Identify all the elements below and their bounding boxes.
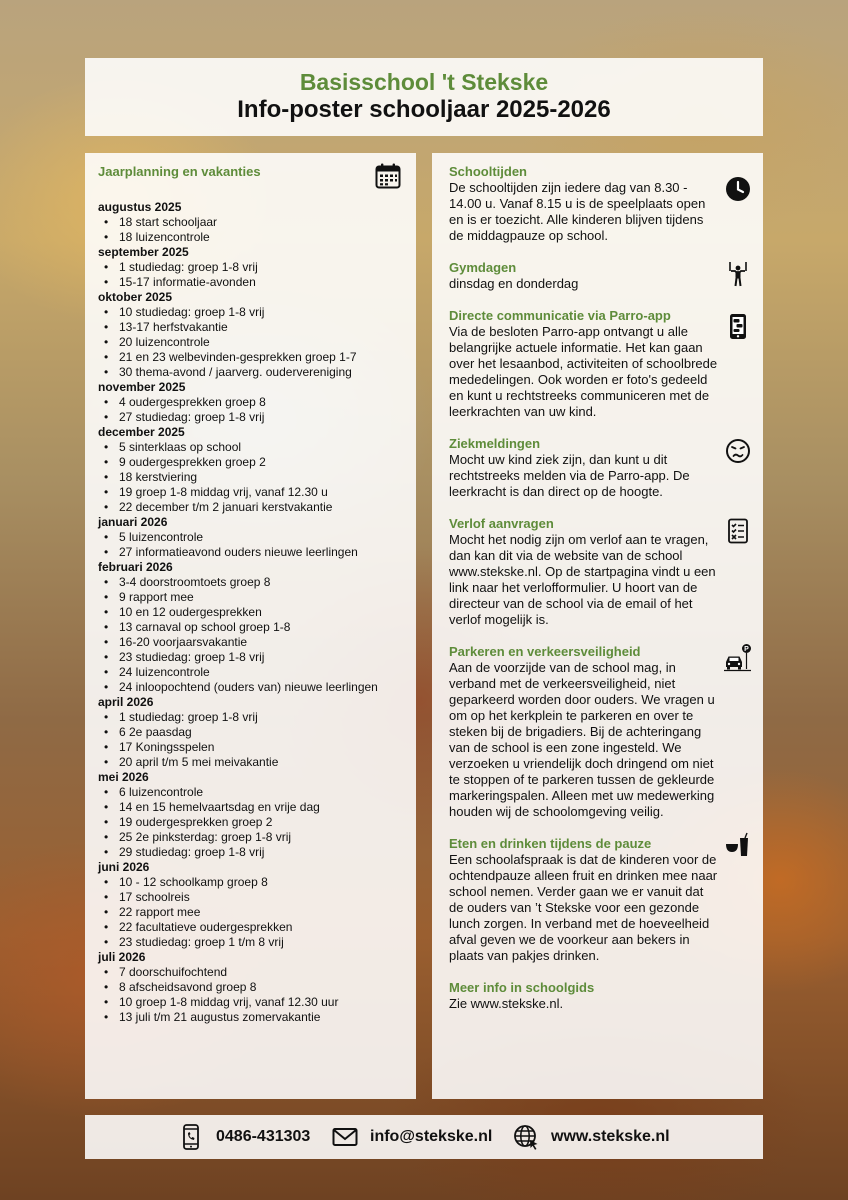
phone-number: 0486-431303 bbox=[216, 1128, 311, 1145]
section-parkeren bbox=[449, 644, 751, 820]
event-item: • 25 2e pinksterdag: groep 1-8 vrij bbox=[104, 830, 404, 845]
section-ziek bbox=[449, 436, 751, 500]
section-text: De schooltijden zijn iedere dag van 8.30 - 14.00 u. Vanaf 8.15 u is de speelplaats open en is er toezicht. Alle kinderen blijven tijdens de middagpauze op school. bbox=[449, 180, 706, 243]
event-item: • 18 kerstviering bbox=[104, 470, 404, 485]
event-item: • 1 studiedag: groep 1-8 vrij bbox=[104, 260, 404, 275]
event-item: • 10 - 12 schoolkamp groep 8 bbox=[104, 875, 404, 890]
section-title: Gymdagen bbox=[449, 260, 517, 275]
month-events bbox=[98, 785, 404, 860]
phone-icon bbox=[178, 1124, 204, 1150]
poster-title: Info-poster schooljaar 2025-2026 bbox=[237, 96, 611, 123]
event-item: • 27 informatieavond ouders nieuwe leerlingen bbox=[104, 545, 404, 560]
event-item: • 21 en 23 welbevinden-gesprekken groep 1-7 bbox=[104, 350, 404, 365]
calendar-icon bbox=[374, 162, 402, 190]
school-name: Basisschool 't Stekske bbox=[299, 69, 549, 95]
month-events bbox=[98, 875, 404, 950]
event-item: • 10 studiedag: groep 1-8 vrij bbox=[104, 305, 404, 320]
section-text: Mocht het nodig zijn om verlof aan te vragen, dan kan dit via de website van de school www.stekske.nl. Op de startpagina vindt u een link naar het verlofformulier. U hoort van de directeur van de school via de email of het verlof mogelijk is. bbox=[449, 532, 716, 627]
month-heading: juli 2026 bbox=[98, 950, 146, 964]
event-item: • 22 facultatieve oudergesprekken bbox=[104, 920, 404, 935]
event-item: • 30 thema-avond / jaarverg. oudervereniging bbox=[104, 365, 404, 380]
event-item: • 20 april t/m 5 mei meivakantie bbox=[104, 755, 404, 770]
event-item: • 17 schoolreis bbox=[104, 890, 404, 905]
event-item: • 17 Koningsspelen bbox=[104, 740, 404, 755]
month-events bbox=[98, 260, 404, 290]
sick-face-icon bbox=[725, 438, 751, 464]
section-verlof bbox=[449, 516, 751, 628]
section-text: Via de besloten Parro-app ontvangt u alle belangrijke actuele informatie. Het kan gaan over het lesaanbod, activiteiten of schoolbrede mededelingen. Ook worden er foto's gedeeld en kunt u rechtstreeks communiceren met de leerkrachten van uw kind. bbox=[449, 324, 718, 419]
event-item: • 6 2e paasdag bbox=[104, 725, 404, 740]
event-item: • 14 en 15 hemelvaartsdag en vrije dag bbox=[104, 800, 404, 815]
gymnast-icon bbox=[725, 261, 751, 287]
month-heading: april 2026 bbox=[98, 695, 154, 709]
event-item: • 13 carnaval op school groep 1-8 bbox=[104, 620, 404, 635]
month-events bbox=[98, 965, 404, 1025]
event-item: • 13-17 herfstvakantie bbox=[104, 320, 404, 335]
month-heading: december 2025 bbox=[98, 425, 185, 439]
section-title: Ziekmeldingen bbox=[449, 436, 541, 451]
section-title: Verlof aanvragen bbox=[449, 516, 554, 531]
contact-footer bbox=[85, 1115, 763, 1159]
email-contact[interactable] bbox=[332, 1115, 492, 1159]
month-events bbox=[98, 440, 404, 515]
event-item: • 29 studiedag: groep 1-8 vrij bbox=[104, 845, 404, 860]
section-text: Zie www.stekske.nl. bbox=[449, 996, 564, 1011]
event-item: • 19 oudergesprekken groep 2 bbox=[104, 815, 404, 830]
section-title: Directe communicatie via Parro-app bbox=[449, 308, 671, 323]
month-heading: augustus 2025 bbox=[98, 200, 182, 214]
event-item: • 20 luizencontrole bbox=[104, 335, 404, 350]
section-text: Aan de voorzijde van de school mag, in verband met de verkeersveiligheid, niet geparkeerd worden door ouders. We vragen u om op het kerkplein te parkeren en over te steken bij de brigadiers. Bij de achteringang van de school is een zone ingesteld. We verzoeken u vriendelijk doch dringend om niet te stoppen of te parkeren tussen de gekleurde markeringspalen. Alleen met uw medewerking houden wij de schoolomgeving veilig. bbox=[449, 660, 715, 819]
event-item: • 10 groep 1-8 middag vrij, vanaf 12.30 uur bbox=[104, 995, 404, 1010]
event-item: • 10 en 12 oudergesprekken bbox=[104, 605, 404, 620]
phone-contact[interactable] bbox=[178, 1115, 310, 1159]
event-item: • 15-17 informatie-avonden bbox=[104, 275, 404, 290]
event-item: • 5 luizencontrole bbox=[104, 530, 404, 545]
globe-icon bbox=[513, 1124, 539, 1150]
month-heading: juni 2026 bbox=[98, 860, 150, 874]
event-item: • 19 groep 1-8 middag vrij, vanaf 12.30 u bbox=[104, 485, 404, 500]
section-title: Schooltijden bbox=[449, 164, 527, 179]
month-events bbox=[98, 575, 404, 695]
poster-header bbox=[85, 58, 763, 136]
section-schooltijden bbox=[449, 164, 751, 244]
event-item: • 9 rapport mee bbox=[104, 590, 404, 605]
phone-chat-icon bbox=[725, 313, 751, 339]
svg-text:P: P bbox=[744, 646, 749, 654]
month-list bbox=[98, 200, 404, 1025]
event-item: • 1 studiedag: groep 1-8 vrij bbox=[104, 710, 404, 725]
form-icon bbox=[725, 518, 751, 544]
website-url: www.stekske.nl bbox=[551, 1128, 670, 1145]
month-heading: mei 2026 bbox=[98, 770, 149, 784]
planning-panel bbox=[85, 153, 416, 1099]
section-title: Parkeren en verkeersveiligheid bbox=[449, 644, 641, 659]
section-title: Eten en drinken tijdens de pauze bbox=[449, 836, 652, 851]
section-meer-info bbox=[449, 980, 751, 1012]
event-item: • 7 doorschuifochtend bbox=[104, 965, 404, 980]
event-item: • 22 rapport mee bbox=[104, 905, 404, 920]
food-drink-icon bbox=[725, 832, 751, 858]
month-events bbox=[98, 305, 404, 380]
mail-icon bbox=[332, 1124, 358, 1150]
event-item: • 23 studiedag: groep 1-8 vrij bbox=[104, 650, 404, 665]
website-contact[interactable] bbox=[513, 1115, 670, 1159]
email-address: info@stekske.nl bbox=[370, 1128, 493, 1145]
section-text: Mocht uw kind ziek zijn, dan kunt u dit rechtstreeks melden via de Parro-app. De leerkracht is dan direct op de hoogte. bbox=[449, 452, 690, 499]
planning-title: Jaarplanning en vakanties bbox=[98, 164, 261, 179]
month-events bbox=[98, 215, 404, 245]
event-item: • 5 sinterklaas op school bbox=[104, 440, 404, 455]
event-item: • 23 studiedag: groep 1 t/m 8 vrij bbox=[104, 935, 404, 950]
month-heading: november 2025 bbox=[98, 380, 186, 394]
section-title: Meer info in schoolgids bbox=[449, 980, 595, 995]
event-item: • 9 oudergesprekken groep 2 bbox=[104, 455, 404, 470]
event-item: • 24 luizencontrole bbox=[104, 665, 404, 680]
month-events bbox=[98, 395, 404, 425]
event-item: • 18 luizencontrole bbox=[104, 230, 404, 245]
car-parking-icon bbox=[723, 643, 753, 673]
section-eten bbox=[449, 836, 751, 964]
event-item: • 27 studiedag: groep 1-8 vrij bbox=[104, 410, 404, 425]
month-events bbox=[98, 710, 404, 770]
event-item: • 24 inloopochtend (ouders van) nieuwe leerlingen bbox=[104, 680, 404, 695]
event-item: • 3-4 doorstroomtoets groep 8 bbox=[104, 575, 404, 590]
info-panel bbox=[432, 153, 763, 1099]
event-item: • 18 start schooljaar bbox=[104, 215, 404, 230]
event-item: • 16-20 voorjaarsvakantie bbox=[104, 635, 404, 650]
section-text: dinsdag en donderdag bbox=[449, 276, 579, 291]
event-item: • 6 luizencontrole bbox=[104, 785, 404, 800]
clock-icon bbox=[725, 176, 751, 202]
event-item: • 4 oudergesprekken groep 8 bbox=[104, 395, 404, 410]
section-parro bbox=[449, 308, 751, 420]
month-heading: januari 2026 bbox=[98, 515, 168, 529]
section-gymdagen bbox=[449, 260, 751, 292]
event-item: • 22 december t/m 2 januari kerstvakantie bbox=[104, 500, 404, 515]
section-text: Een schoolafspraak is dat de kinderen voor de ochtendpauze alleen fruit en drinken mee naar school nemen. Verder gaan we er vanuit dat de ouders van ’t Stekske voor een gezonde lunch zorgen. In verband met de hoeveelheid afval geven we de voorkeur aan bekers in plaats van pakjes drinken. bbox=[449, 852, 718, 963]
month-heading: februari 2026 bbox=[98, 560, 173, 574]
month-events bbox=[98, 530, 404, 560]
month-heading: september 2025 bbox=[98, 245, 189, 259]
event-item: • 8 afscheidsavond groep 8 bbox=[104, 980, 404, 995]
month-heading: oktober 2025 bbox=[98, 290, 173, 304]
event-item: • 13 juli t/m 21 augustus zomervakantie bbox=[104, 1010, 404, 1025]
